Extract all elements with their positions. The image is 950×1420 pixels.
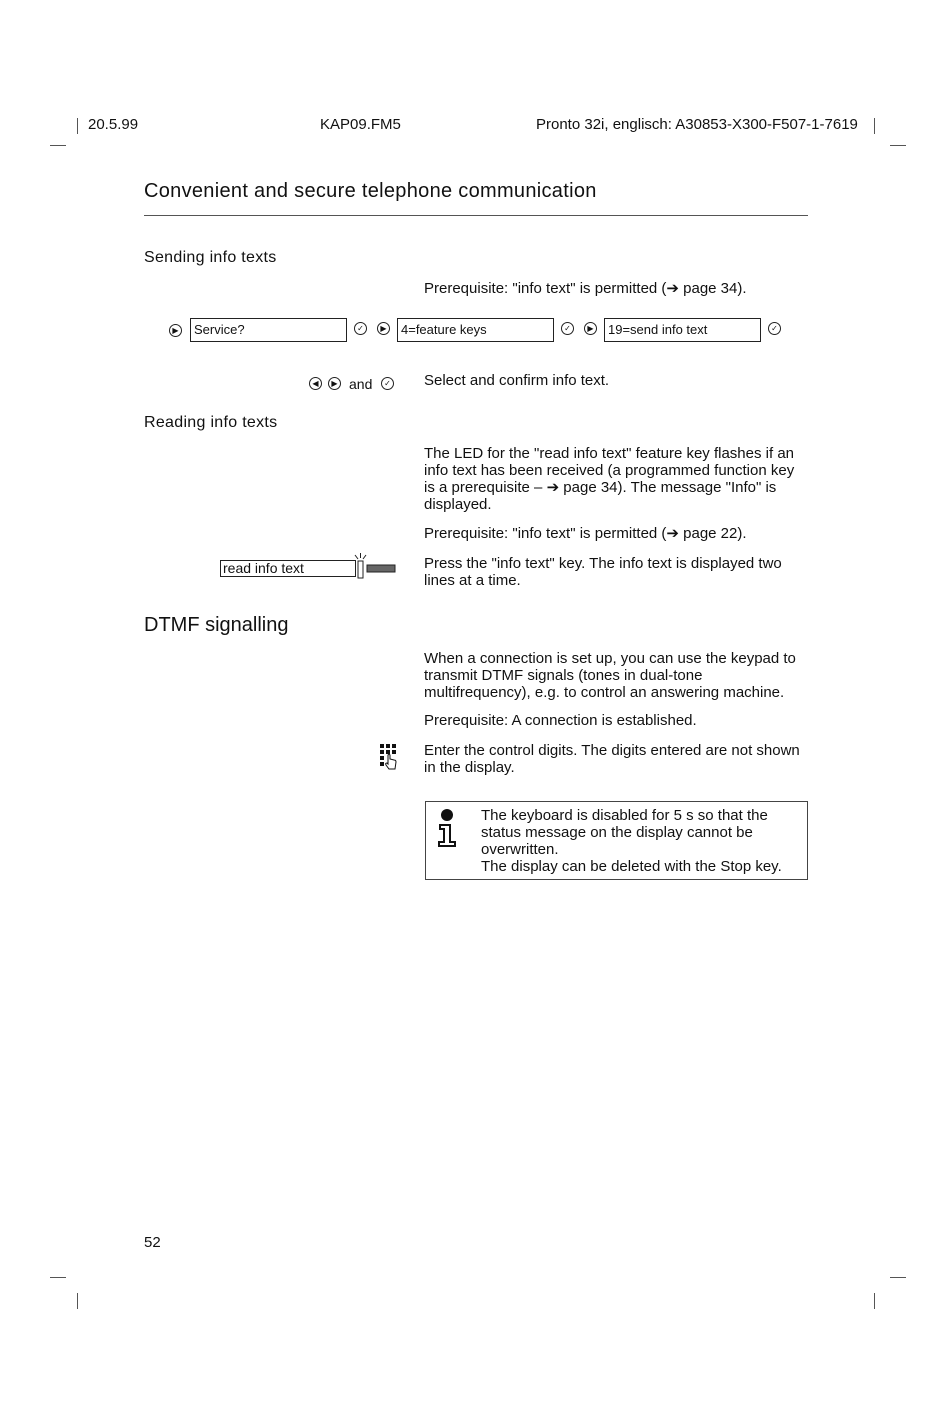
- header-doc-ref: Pronto 32i, englisch: A30853-X300-F507-1-7619: [536, 116, 858, 133]
- read-info-text-key: read info text: [220, 560, 356, 577]
- nav-and-label: and: [349, 376, 373, 392]
- info-icon: [436, 808, 460, 848]
- step-field-service: Service?: [190, 318, 347, 342]
- left-arrow-icon: ◀: [309, 377, 322, 390]
- reading-led-text: The LED for the "read info text" feature key flashes if an info text has been received (a programmed function key is a prerequisite – ➔ page 34). The message "Info" is displayed.: [424, 445, 795, 513]
- reading-prerequisite: Prerequisite: "info text" is permitted (➔ page 22).: [424, 525, 747, 542]
- select-confirm-text: Select and confirm info text.: [424, 372, 610, 389]
- section-heading-reading: Reading info texts: [144, 414, 278, 431]
- dtmf-intro: When a connection is set up, you can use the keypad to transmit DTMF signals (tones in dual-tone multifrequency), e.g. to control an answering machine.: [424, 650, 796, 701]
- header-date: 20.5.99: [88, 116, 139, 133]
- confirm-icon: ✓: [768, 322, 781, 335]
- right-arrow-icon: ▶: [377, 322, 390, 335]
- title-rule: [144, 215, 808, 216]
- keypad-icon: [379, 743, 399, 771]
- right-arrow-icon: ▶: [328, 377, 341, 390]
- dtmf-prerequisite: Prerequisite: A connection is established.: [424, 712, 697, 729]
- note-text-2: The display can be deleted with the Stop key.: [481, 858, 782, 875]
- page-number: 52: [144, 1234, 161, 1251]
- step-field-feature-keys: 4=feature keys: [397, 318, 554, 342]
- press-info-text: Press the "info text" key. The info text is displayed two lines at a time.: [424, 555, 782, 589]
- section-heading-sending: Sending info texts: [144, 249, 277, 266]
- crop-mark: [50, 145, 66, 146]
- confirm-icon: ✓: [561, 322, 574, 335]
- info-note-box: [425, 801, 808, 880]
- crop-mark: [874, 118, 875, 134]
- crop-mark: [77, 1293, 78, 1309]
- crop-mark: [50, 1277, 66, 1278]
- sending-prerequisite: Prerequisite: "info text" is permitted (➔ page 34).: [424, 280, 747, 297]
- confirm-icon: ✓: [354, 322, 367, 335]
- crop-mark: [890, 145, 906, 146]
- page-title: Convenient and secure telephone communication: [144, 180, 597, 202]
- section-heading-dtmf: DTMF signalling: [144, 614, 289, 636]
- right-arrow-icon: ▶: [169, 324, 182, 337]
- right-arrow-icon: ▶: [584, 322, 597, 335]
- crop-mark: [77, 118, 78, 134]
- header-file: KAP09.FM5: [320, 116, 401, 133]
- crop-mark: [890, 1277, 906, 1278]
- confirm-icon: ✓: [381, 377, 394, 390]
- crop-mark: [874, 1293, 875, 1309]
- enter-digits-text: Enter the control digits. The digits entered are not shown in the display.: [424, 742, 800, 776]
- led-key-icon: [352, 552, 398, 580]
- note-text-1: The keyboard is disabled for 5 s so that the status message on the display cannot be overwritten.: [481, 807, 768, 858]
- step-field-send-info-text: 19=send info text: [604, 318, 761, 342]
